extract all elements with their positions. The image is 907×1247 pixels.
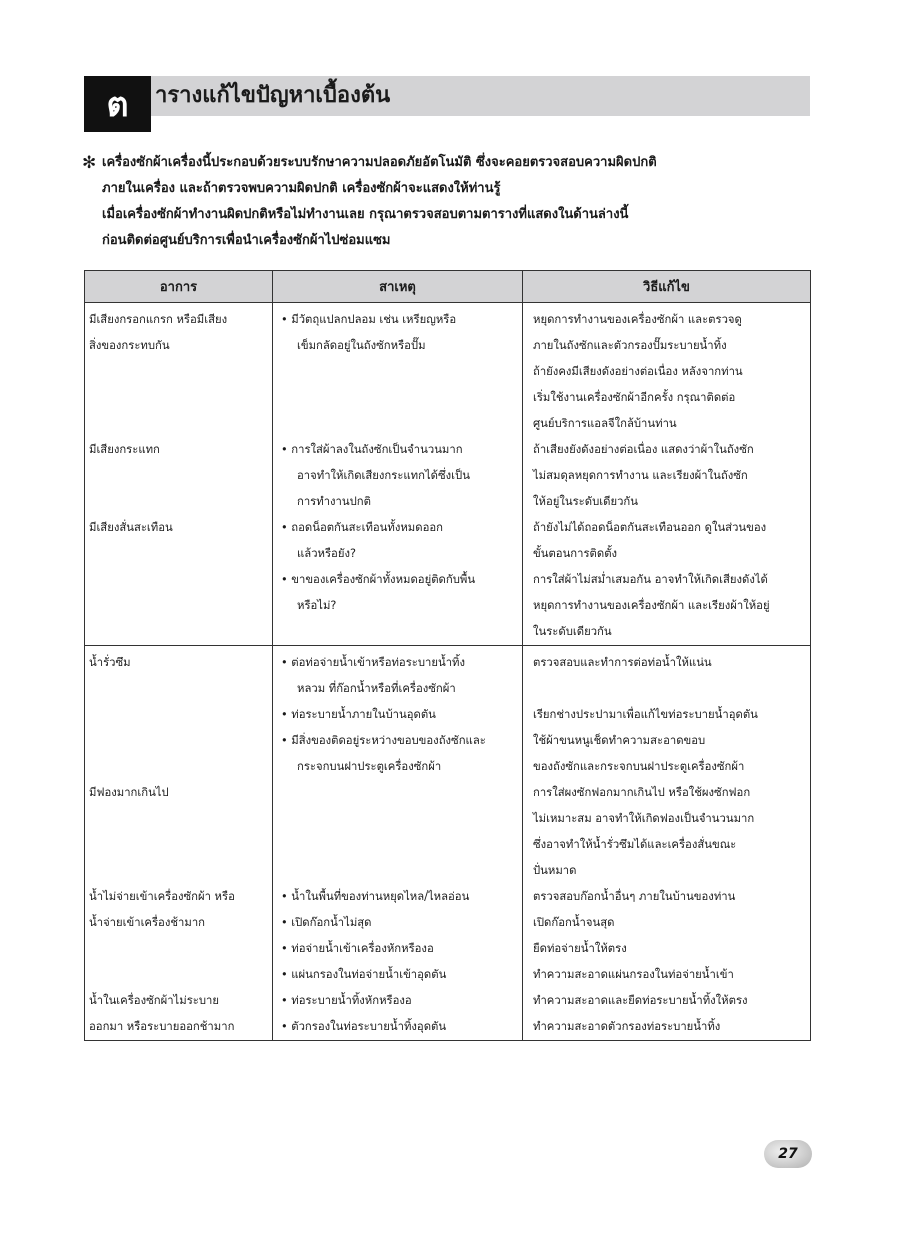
solution-text: เริ่มใช้งานเครื่องซักผ้าอีกครั้ง กรุณาติดต่อ xyxy=(533,391,736,404)
solution-text: ซึ่งอาจทำให้น้ำรั่วซึมได้และเครื่องสั่นขณะ xyxy=(533,838,737,851)
intro-line: เมื่อเครื่องซักผ้าทำงานผิดปกติหรือไม่ทำงานเลย กรุณาตรวจสอบตามตารางที่แสดงในด้านล่างนี้ xyxy=(102,207,629,222)
cause-text: • ตัวกรองในท่อระบายน้ำทิ้งอุดตัน xyxy=(281,1020,447,1033)
symptom-text: สิ่งของกระทบกัน xyxy=(89,339,170,352)
solution-text: ทำความสะอาดแผ่นกรองในท่อจ่ายน้ำเข้า xyxy=(533,968,734,981)
intro-line: ภายในเครื่อง และถ้าตรวจพบความผิดปกติ เครื่องซักผ้าจะแสดงให้ท่านรู้ xyxy=(102,181,501,196)
header-symptom: อาการ xyxy=(85,271,273,303)
intro-line: ก่อนติดต่อศูนย์บริการเพื่อนำเครื่องซักผ้าไปซ่อมแซม xyxy=(102,233,391,248)
solution-text: ไม่เหมาะสม อาจทำให้เกิดฟองเป็นจำนวนมาก xyxy=(533,812,755,825)
solution-text: ยืดท่อจ่ายน้ำให้ตรง xyxy=(533,942,627,955)
symptom-text: น้ำจ่ายเข้าเครื่องช้ามาก xyxy=(89,916,206,929)
symptom-text: มีเสียงสั่นสะเทือน xyxy=(89,521,173,534)
solution-text: ให้อยู่ในระดับเดียวกัน xyxy=(533,495,638,508)
symptom-cell xyxy=(85,646,273,1041)
header-cause: สาเหตุ xyxy=(273,271,523,303)
cause-text: อาจทำให้เกิดเสียงกระแทกได้ซึ่งเป็น xyxy=(297,469,470,482)
cause-text: การทำงานปกติ xyxy=(297,495,371,508)
cause-text: • ท่อจ่ายน้ำเข้าเครื่องหักหรืองอ xyxy=(281,942,434,955)
solution-text: ภายในถังซักและตัวกรองปั๊มระบายน้ำทิ้ง xyxy=(533,339,727,352)
solution-text: เปิดก๊อกน้ำจนสุด xyxy=(533,916,615,929)
symptom-text: น้ำไม่จ่ายเข้าเครื่องซักผ้า หรือ xyxy=(89,890,235,903)
cause-text: • ขาของเครื่องซักผ้าทั้งหมดอยู่ติดกับพื้น xyxy=(281,573,476,586)
cause-text: กระจกบนฝาประตูเครื่องซักผ้า xyxy=(297,760,442,773)
cause-text: หรือไม่? xyxy=(297,599,337,612)
symptom-text: มีเสียงกระแทก xyxy=(89,443,160,456)
cause-text: • ต่อท่อจ่ายน้ำเข้าหรือท่อระบายน้ำทิ้ง xyxy=(281,656,466,669)
page-number: 27 xyxy=(764,1140,812,1168)
cause-text: เข็มกลัดอยู่ในถังซักหรือปั๊ม xyxy=(297,339,426,352)
solution-text: ขั้นตอนการติดตั้ง xyxy=(533,547,618,560)
solution-text: เรียกช่างประปามาเพื่อแก้ไขท่อระบายน้ำอุดตัน xyxy=(533,708,758,721)
symptom-text: มีเสียงกรอกแกรก หรือมีเสียง xyxy=(89,313,228,326)
solution-text: ถ้ายังคงมีเสียงดังอย่างต่อเนื่อง หลังจากท่าน xyxy=(533,365,743,378)
cause-text: • น้ำในพื้นที่ของท่านหยุดไหล/ไหลอ่อน xyxy=(281,890,470,903)
solution-text: ทำความสะอาดตัวกรองท่อระบายน้ำทิ้ง xyxy=(533,1020,721,1033)
intro-line: เครื่องซักผ้าเครื่องนี้ประกอบด้วยระบบรักษาความปลอดภัยอัตโนมัติ ซึ่งจะคอยตรวจสอบความผิดปกติ xyxy=(102,155,657,170)
solution-text: หยุดการทำงานของเครื่องซักผ้า และเรียงผ้าให้อยู่ xyxy=(533,599,770,612)
symptom-cell xyxy=(85,303,273,646)
cause-text: แล้วหรือยัง? xyxy=(297,547,356,560)
header-solution: วิธีแก้ไข xyxy=(523,271,811,303)
solution-text: หยุดการทำงานของเครื่องซักผ้า และตรวจดู xyxy=(533,313,742,326)
solution-text: ในระดับเดียวกัน xyxy=(533,625,612,638)
table-row xyxy=(85,303,811,646)
solution-text: การใส่ผงซักฟอกมากเกินไป หรือใช้ผงซักฟอก xyxy=(533,786,751,799)
solution-text: ปั่นหมาด xyxy=(533,864,577,877)
solution-text: ใช้ผ้าขนหนูเช็ดทำความสะอาดขอบ xyxy=(533,734,706,747)
cause-text: • การใส่ผ้าลงในถังซักเป็นจำนวนมาก xyxy=(281,443,463,456)
solution-text: ถ้าเสียงยังดังอย่างต่อเนื่อง แสดงว่าผ้าในถังซัก xyxy=(533,443,754,456)
asterisk-icon: ✻ xyxy=(82,153,97,173)
cause-cell xyxy=(273,303,523,646)
cause-text: • ท่อระบายน้ำภายในบ้านอุดตัน xyxy=(281,708,436,721)
cause-text: • เปิดก๊อกน้ำไม่สุด xyxy=(281,916,372,929)
solution-text: การใส่ผ้าไม่สม่ำเสมอกัน อาจทำให้เกิดเสียงดังได้ xyxy=(533,573,768,586)
symptom-text: น้ำรั่วซึม xyxy=(89,656,131,669)
cause-text: • มีสิ่งของติดอยู่ระหว่างขอบของถังซักและ xyxy=(281,734,486,747)
solution-text: ทำความสะอาดและยืดท่อระบายน้ำทิ้งให้ตรง xyxy=(533,994,748,1007)
table-row xyxy=(85,646,811,1041)
cause-cell xyxy=(273,646,523,1041)
solution-cell xyxy=(523,303,811,646)
solution-text: ศูนย์บริการแอลจีใกล้บ้านท่าน xyxy=(533,417,677,430)
symptom-text: ออกมา หรือระบายออกช้ามาก xyxy=(89,1020,235,1033)
symptom-text: น้ำในเครื่องซักผ้าไม่ระบาย xyxy=(89,994,219,1007)
solution-text: ตรวจสอบก๊อกน้ำอื่นๆ ภายในบ้านของท่าน xyxy=(533,890,736,903)
cause-text: • ถอดน็อตกันสะเทือนทั้งหมดออก xyxy=(281,521,444,534)
section-header xyxy=(84,76,810,132)
intro-note xyxy=(82,150,817,254)
solution-text: ของถังซักและกระจกบนฝาประตูเครื่องซักผ้า xyxy=(533,760,745,773)
solution-cell xyxy=(523,646,811,1041)
symptom-text: มีฟองมากเกินไป xyxy=(89,786,169,799)
solution-text: ถ้ายังไม่ได้ถอดน็อตกันสะเทือนออก ดูในส่วนของ xyxy=(533,521,767,534)
cause-text: หลวม ที่ก๊อกน้ำหรือที่เครื่องซักผ้า xyxy=(297,682,456,695)
cause-text: • ท่อระบายน้ำทิ้งหักหรืองอ xyxy=(281,994,412,1007)
section-letter-badge: ต xyxy=(84,76,151,132)
solution-text: ตรวจสอบและทำการต่อท่อน้ำให้แน่น xyxy=(533,656,712,669)
cause-text: • มีวัตถุแปลกปลอม เช่น เหรียญหรือ xyxy=(281,313,457,326)
page-title: ารางแก้ไขปัญหาเบื้องต้น xyxy=(151,76,810,116)
cause-text: • แผ่นกรองในท่อจ่ายน้ำเข้าอุดตัน xyxy=(281,968,447,981)
solution-text: ไม่สมดุลหยุดการทำงาน และเรียงผ้าในถังซัก xyxy=(533,469,748,482)
troubleshooting-table xyxy=(84,270,811,1041)
